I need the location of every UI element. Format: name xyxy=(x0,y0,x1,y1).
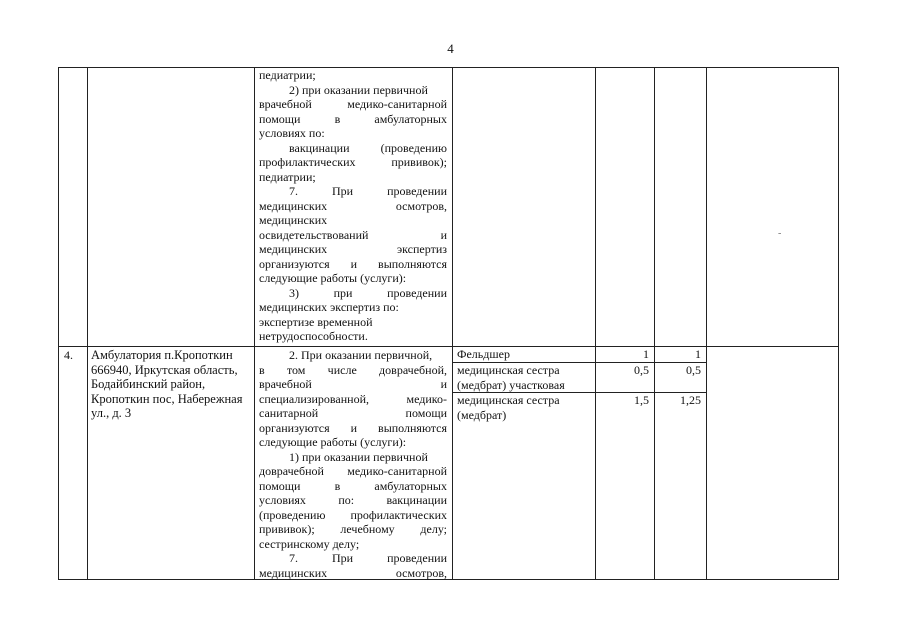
text-line: медицинских экспертиз по: xyxy=(259,300,399,314)
text-line: сестринскому делу; xyxy=(259,536,360,551)
text-line: следующие работы (услуги): xyxy=(259,271,407,285)
text-line: педиатрии; xyxy=(259,68,316,82)
service-description-continued xyxy=(259,68,447,344)
position-value-2: 0,5 xyxy=(686,363,701,377)
text-line: условиях по: вакцинации xyxy=(259,493,447,507)
text-line: медицинских осмотров, xyxy=(259,565,447,580)
text-line: 2) при оказании первичной xyxy=(289,82,428,97)
text-line: Фельдшер xyxy=(457,347,510,361)
text-line: 666940, Иркутская область, xyxy=(91,362,238,377)
text-line: специализированной, медико- xyxy=(259,391,447,406)
text-line: в том числе доврачебной, xyxy=(259,362,447,377)
text-line: 2. При оказании первичной, xyxy=(289,348,433,362)
text-line: ул., д. 3 xyxy=(91,406,132,420)
text-line: экспертизе временной xyxy=(259,314,373,329)
text-line: Бодайбинский район, xyxy=(91,377,206,391)
text-line: медицинских осмотров, xyxy=(259,198,447,213)
page-number: 4 xyxy=(447,41,454,56)
text-line: медицинская сестра xyxy=(457,393,560,407)
text-line: условиях по: xyxy=(259,126,325,140)
text-line: организуются и выполняются xyxy=(259,256,447,271)
text-line: освидетельствований и xyxy=(259,227,447,242)
text-line: прививок); лечебному делу; xyxy=(259,522,447,536)
text-line: медицинских экспертиз xyxy=(259,242,447,256)
text-line: Кропоткин пос, Набережная xyxy=(91,391,243,406)
text-line: (медбрат) участковая xyxy=(457,377,565,392)
text-line: педиатрии; xyxy=(259,169,316,184)
position-title xyxy=(457,347,595,362)
text-line: нетрудоспособности. xyxy=(259,329,368,343)
text-line: врачебной медико-санитарной xyxy=(259,97,447,111)
text-line: врачебной и xyxy=(259,377,447,391)
position-value-1: 1 xyxy=(643,347,649,361)
text-line: 7. При проведении xyxy=(289,184,447,198)
text-line: 1) при оказании первичной xyxy=(289,449,428,464)
position-value-1: 0,5 xyxy=(634,363,649,377)
position-value-2: 1 xyxy=(695,347,701,361)
text-line: медицинских xyxy=(259,213,328,227)
text-line: доврачебной медико-санитарной xyxy=(259,464,447,478)
text-line: (медбрат) xyxy=(457,407,507,422)
service-description xyxy=(259,348,447,580)
text-line: следующие работы (услуги): xyxy=(259,435,407,449)
text-line: профилактических прививок); xyxy=(259,155,447,169)
text-line: помощи в амбулаторных xyxy=(259,478,447,493)
text-line: организуются и выполняются xyxy=(259,420,447,435)
row-number: 4. xyxy=(64,348,73,362)
text-line: 7. При проведении xyxy=(289,551,447,565)
text-line: медицинская сестра xyxy=(457,363,560,377)
scan-speck: - xyxy=(778,228,782,239)
position-title xyxy=(457,393,595,422)
position-title xyxy=(457,363,595,392)
text-line: санитарной помощи xyxy=(259,406,447,420)
text-line: вакцинации (проведению xyxy=(289,140,447,155)
organization-address xyxy=(91,348,251,421)
text-line: 3) при проведении xyxy=(289,285,447,300)
text-line: (проведению профилактических xyxy=(259,507,447,522)
position-value-1: 1,5 xyxy=(634,393,649,407)
position-value-2: 1,25 xyxy=(680,393,701,407)
text-line: помощи в амбулаторных xyxy=(259,111,447,126)
text-line: Амбулатория п.Кропоткин xyxy=(91,348,233,362)
